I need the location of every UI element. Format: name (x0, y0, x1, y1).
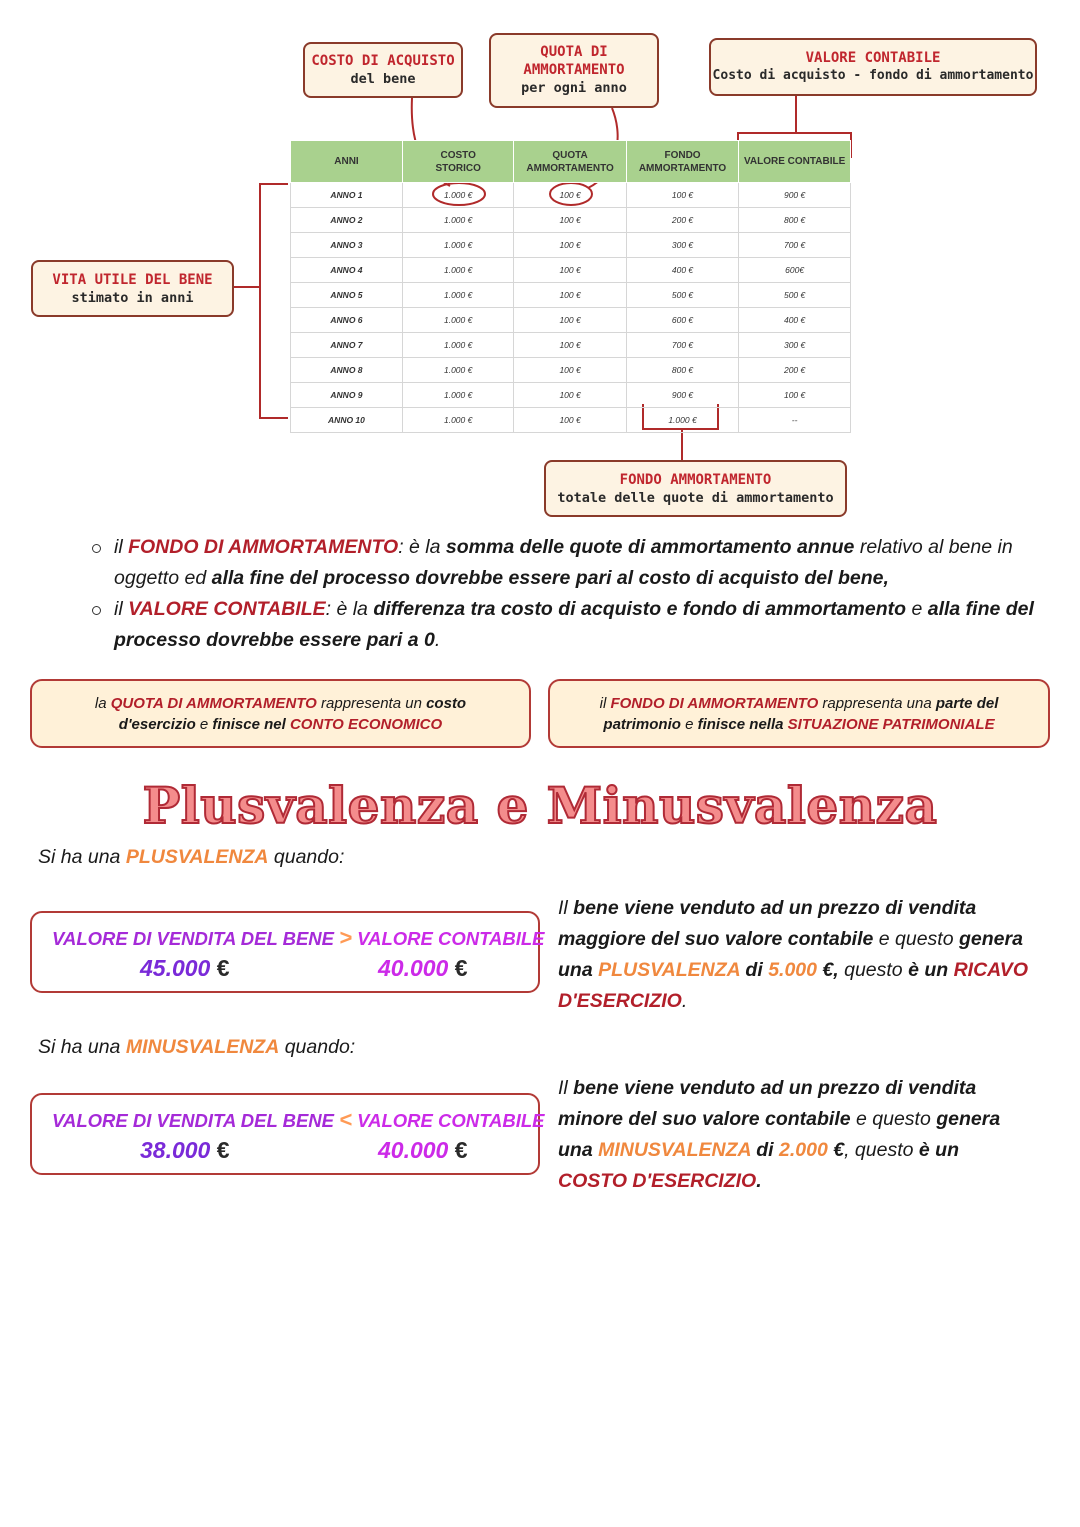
cell-costo: 1.000 € (402, 283, 513, 308)
cell-fondo: 900 € (626, 383, 738, 408)
cell-valore: 100 € (739, 383, 851, 408)
cell-valore: 900 € (739, 183, 851, 208)
callout-valore-title: VALORE CONTABILE (805, 50, 941, 66)
cell-fondo: 700 € (626, 333, 738, 358)
definitions-list (90, 532, 1050, 656)
cell-costo: 1.000 € (402, 358, 513, 383)
minus-comparison-box (30, 1093, 545, 1175)
cell-anno: ANNO 4 (291, 258, 403, 283)
callout-costo-title: COSTO DI ACQUISTO (311, 53, 455, 69)
cell-anno: ANNO 8 (291, 358, 403, 383)
table-row (291, 308, 851, 333)
callout-fondo-sub: totale delle quote di ammortamento (557, 490, 834, 506)
cell-valore: 600€ (739, 258, 851, 283)
cell-anno: ANNO 6 (291, 308, 403, 333)
less-than-operator: < (339, 1107, 352, 1132)
cell-valore: 200 € (739, 358, 851, 383)
cell-costo: 1.000 € (402, 208, 513, 233)
table-row (291, 208, 851, 233)
cell-quota: 100 € (514, 383, 626, 408)
callout-quota-title2: AMMORTAMENTO (523, 62, 625, 78)
bullet-valore-contabile: il VALORE CONTABILE: è la differenza tra costo di acquisto e fondo di ammortamento e alla fine del processo dovrebbe essere pari a 0. (90, 594, 1050, 656)
callout-costo-acquisto (303, 42, 463, 98)
cell-costo: 1.000 € (402, 258, 513, 283)
plus-book-value: 40.000 € (378, 955, 468, 981)
minus-intro: Si ha una MINUSVALENZA quando: (38, 1036, 356, 1058)
callout-quota-title1: QUOTA DI (540, 44, 608, 60)
cell-quota: 100 € (514, 233, 626, 258)
cell-fondo: 1.000 € (626, 408, 738, 433)
table-row (291, 258, 851, 283)
cell-valore: 400 € (739, 308, 851, 333)
cell-anno: ANNO 9 (291, 383, 403, 408)
cell-anno: ANNO 5 (291, 283, 403, 308)
cell-costo: 1.000 € (402, 308, 513, 333)
callout-valore-contabile (709, 38, 1037, 96)
minus-comparison-labels: VALORE DI VENDITA DEL BENE < VALORE CONTABILE (52, 1107, 545, 1132)
callout-quota-ammortamento (489, 33, 659, 108)
cell-fondo: 600 € (626, 308, 738, 333)
table-row (291, 383, 851, 408)
callout-valore-sub: Costo di acquisto - fondo di ammortamento (712, 68, 1034, 83)
table-row (291, 333, 851, 358)
cell-quota: 100 € (514, 408, 626, 433)
callout-fondo-title: FONDO AMMORTAMENTO (619, 472, 772, 488)
cell-anno: ANNO 10 (291, 408, 403, 433)
cell-costo: 1.000 € (402, 408, 513, 433)
cell-quota: 100 € (514, 308, 626, 333)
cell-quota: 100 € (514, 183, 626, 208)
cell-valore: 700 € (739, 233, 851, 258)
table-row (291, 183, 851, 208)
cell-costo: 1.000 € (402, 183, 513, 208)
cell-costo: 1.000 € (402, 333, 513, 358)
cell-valore: 800 € (739, 208, 851, 233)
cell-fondo: 800 € (626, 358, 738, 383)
info-box-fondo: il FONDO DI AMMORTAMENTO rappresenta una parte del patrimonio e finisce nella SITUAZIONE PATRIMONIALE (548, 679, 1050, 748)
plus-sale-value: 45.000 € (140, 955, 230, 981)
bracket-vita-utile (234, 184, 288, 418)
cell-valore: 500 € (739, 283, 851, 308)
cell-quota: 100 € (514, 333, 626, 358)
cell-costo: 1.000 € (402, 383, 513, 408)
callout-vita-utile (31, 260, 234, 317)
cell-fondo: 200 € (626, 208, 738, 233)
cell-anno: ANNO 2 (291, 208, 403, 233)
plus-description: Il bene viene venduto ad un prezzo di vendita maggiore del suo valore contabile e questo genera una PLUSVALENZA di 5.000 €, questo è un RICAVO D'ESERCIZIO. (558, 897, 1028, 1012)
cell-quota: 100 € (514, 358, 626, 383)
cell-fondo: 100 € (626, 183, 738, 208)
cell-fondo: 400 € (626, 258, 738, 283)
section-title: Plusvalenza e Minusvalenza (142, 776, 938, 835)
plus-intro: Si ha una PLUSVALENZA quando: (38, 846, 345, 868)
info-box-quota: la QUOTA DI AMMORTAMENTO rappresenta un costo d'esercizio e finisce nel CONTO ECONOMICO (30, 679, 531, 748)
header-anni: ANNI (291, 141, 403, 183)
cell-anno: ANNO 7 (291, 333, 403, 358)
callout-quota-sub: per ogni anno (521, 80, 627, 96)
minus-book-value: 40.000 € (378, 1137, 468, 1163)
callout-vita-title: VITA UTILE DEL BENE (52, 272, 213, 288)
callout-vita-sub: stimato in anni (71, 290, 194, 306)
callout-fondo-ammortamento (544, 460, 847, 517)
cell-quota: 100 € (514, 283, 626, 308)
table-header-row (291, 141, 851, 183)
cell-fondo: 500 € (626, 283, 738, 308)
bullet-fondo-ammortamento: il FONDO DI AMMORTAMENTO: è la somma delle quote di ammortamento annue relativo al bene in oggetto ed alla fine del processo dovrebbe essere pari al costo di acquisto del bene, (90, 532, 1050, 594)
callout-costo-sub: del bene (350, 71, 416, 87)
plus-comparison-box (30, 911, 545, 993)
header-costo-storico: COSTO STORICO (402, 141, 513, 183)
header-fondo-ammortamento: FONDO AMMORTAMENTO (626, 141, 738, 183)
table-row (291, 358, 851, 383)
table-row (291, 283, 851, 308)
plus-comparison-labels: VALORE DI VENDITA DEL BENE > VALORE CONTABILE (52, 925, 545, 950)
cell-fondo: 300 € (626, 233, 738, 258)
cell-anno: ANNO 1 (291, 183, 403, 208)
cell-valore: -- (739, 408, 851, 433)
cell-quota: 100 € (514, 208, 626, 233)
minus-description: Il bene viene venduto ad un prezzo di vendita minore del suo valore contabile e questo genera una MINUSVALENZA di 2.000 €, questo è un COSTO D'ESERCIZIO. (558, 1077, 1001, 1192)
header-valore-contabile: VALORE CONTABILE (739, 141, 851, 183)
table-row (291, 233, 851, 258)
table-row (291, 408, 851, 433)
minus-sale-value: 38.000 € (140, 1137, 230, 1163)
cell-costo: 1.000 € (402, 233, 513, 258)
cell-quota: 100 € (514, 258, 626, 283)
header-quota-ammortamento: QUOTA AMMORTAMENTO (514, 141, 626, 183)
cell-anno: ANNO 3 (291, 233, 403, 258)
depreciation-table (290, 140, 851, 433)
cell-valore: 300 € (739, 333, 851, 358)
greater-than-operator: > (339, 925, 352, 950)
